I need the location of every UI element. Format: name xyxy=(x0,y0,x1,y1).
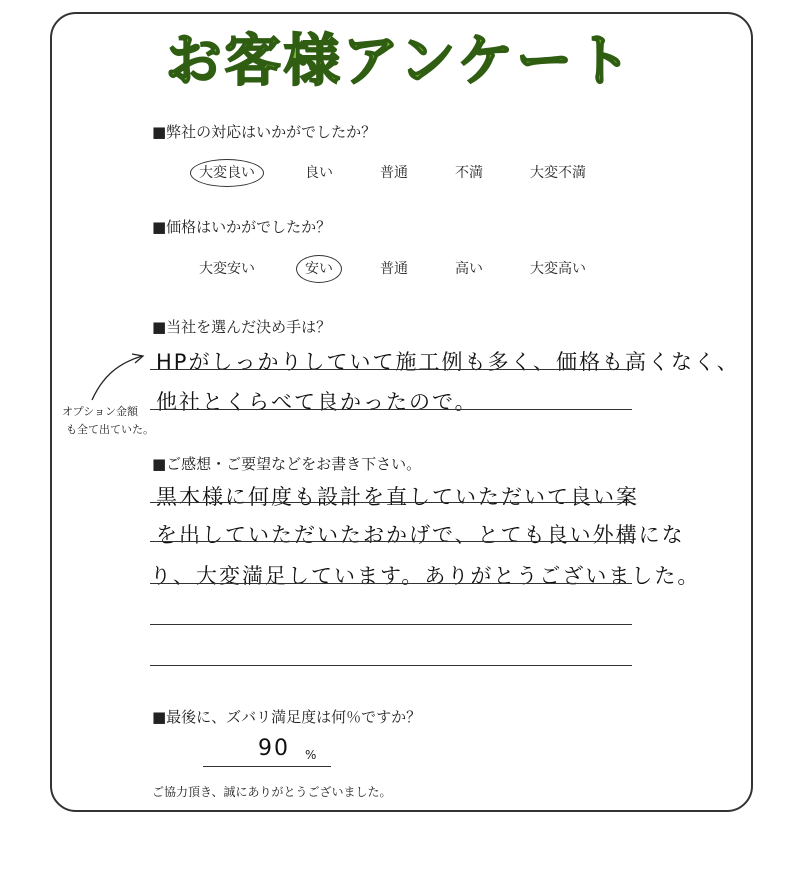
answer-deciding-factor-line-1: HPがしっかりしていて施工例も多く、価格も高くなく、 xyxy=(156,350,740,374)
answer-line xyxy=(150,541,632,542)
answer-deciding-factor-line-2: 他社とくらべて良かったので。 xyxy=(156,390,478,414)
option-price-normal[interactable]: 普通 xyxy=(380,261,408,277)
side-note-line-1: オプション金額 xyxy=(62,405,139,418)
satisfaction-underline xyxy=(203,766,331,767)
question-service: ■弊社の対応はいかがでしたか？ xyxy=(152,123,377,141)
option-service-very-good[interactable]: 大変良い xyxy=(199,162,255,182)
answer-line xyxy=(150,369,632,370)
option-service-dissatisfied[interactable]: 不満 xyxy=(455,165,483,181)
answer-line xyxy=(150,624,632,625)
option-service-good[interactable]: 良い xyxy=(305,165,333,181)
satisfaction-unit: % xyxy=(305,748,317,762)
answer-line xyxy=(150,502,632,503)
option-service-normal[interactable]: 普通 xyxy=(380,165,408,181)
answer-line xyxy=(150,583,632,584)
footer-thanks: ご協力頂き、誠にありがとうございました。 xyxy=(152,785,392,799)
side-note xyxy=(62,403,154,439)
option-price-cheap[interactable]: 安い xyxy=(305,258,333,278)
question-comments: ■ご感想・ご要望などをお書き下さい。 xyxy=(152,455,422,473)
answer-comments-line-1: 黒木様に何度も設計を直していただいて良い案 xyxy=(156,485,639,509)
answer-comments-line-2: を出していただいたおかげで、とても良い外構にな xyxy=(156,523,685,547)
option-price-expensive[interactable]: 高い xyxy=(455,261,483,277)
arrow-icon xyxy=(88,348,148,404)
answer-comments-line-3: り、大変満足しています。ありがとうございました。 xyxy=(150,564,701,588)
option-service-very-dissatisfied[interactable]: 大変不満 xyxy=(530,165,586,181)
answer-line xyxy=(150,409,632,410)
question-price: ■価格はいかがでしたか？ xyxy=(152,218,332,236)
question-deciding-factor: ■当社を選んだ決め手は？ xyxy=(152,318,332,336)
survey-title: お客様アンケート xyxy=(165,29,635,94)
answer-line xyxy=(150,665,632,666)
satisfaction-value: 90 xyxy=(258,736,290,761)
question-satisfaction: ■最後に、ズバリ満足度は何％ですか？ xyxy=(152,708,422,726)
side-note-line-2: も全て出ていた。 xyxy=(66,423,154,436)
option-price-very-expensive[interactable]: 大変高い xyxy=(530,261,586,277)
option-price-very-cheap[interactable]: 大変安い xyxy=(199,261,255,277)
